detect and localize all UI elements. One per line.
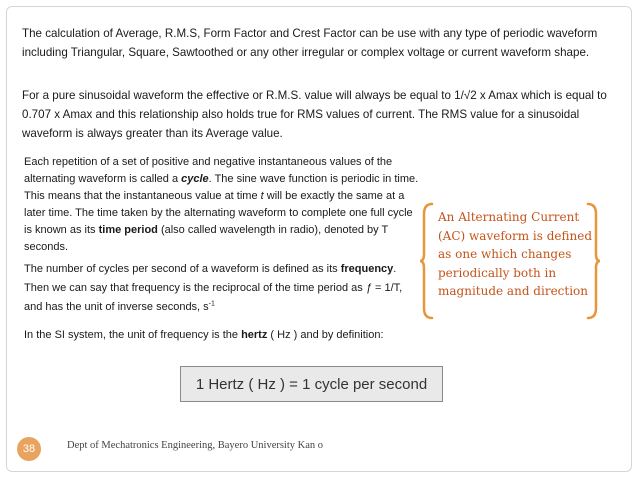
paragraph-frequency-definition: The number of cycles per second of a waveform is defined as its frequency. Then we can say that frequency is the reciprocal of the time period as ƒ = 1/T, and has the unit of inverse seconds, $s^{-1}$ [24,263,403,313]
term-hertz: hertz [241,329,268,341]
footer-department: Dept of Mechatronics Engineering, Bayero University Kan o [67,440,324,451]
paragraph-cycle-definition: Each repetition of a set of positive and negative instantaneous values of the alternating waveform is called a cycle. The sine wave function is periodic in time. This means that the instantaneous value at time t will be exactly the same at a later time. The time taken by the alternating waveform to complete one full cycle is known as its time period (also called wavelength in radio), denoted by T seconds. [24,156,419,253]
hertz-formula-box: 1 Hertz ( Hz ) = 1 cycle per second [180,366,443,402]
paragraph-rms-value: For a pure sinusoidal waveform the effective or R.M.S. value will always be equal to 1/√2 x Amax which is equal to 0.707 x Amax and this relationship also holds true for RMS values of current. The RMS value for a sinusoidal waveform is always greater than its Average value. [22,89,607,140]
paragraph-waveform-calculation: The calculation of Average, R.M.S, Form Factor and Crest Factor can be use with any type of periodic waveform including Triangular, Square, Sawtoothed or any other irregular or complex voltage or current waveform shape. [22,27,598,59]
paragraph-si-unit: In the SI system, the unit of frequency is the hertz ( Hz ) and by definition: [24,329,384,341]
slide-number-badge: 38 [17,437,41,461]
ac-definition-callout [420,200,600,322]
term-time-period: time period [98,224,158,236]
term-frequency: frequency [340,263,394,275]
term-cycle: cycle [181,173,209,185]
callout-text: An Alternating Current (AC) waveform is defined as one which changes periodically both in magnitude and direction [438,210,593,298]
